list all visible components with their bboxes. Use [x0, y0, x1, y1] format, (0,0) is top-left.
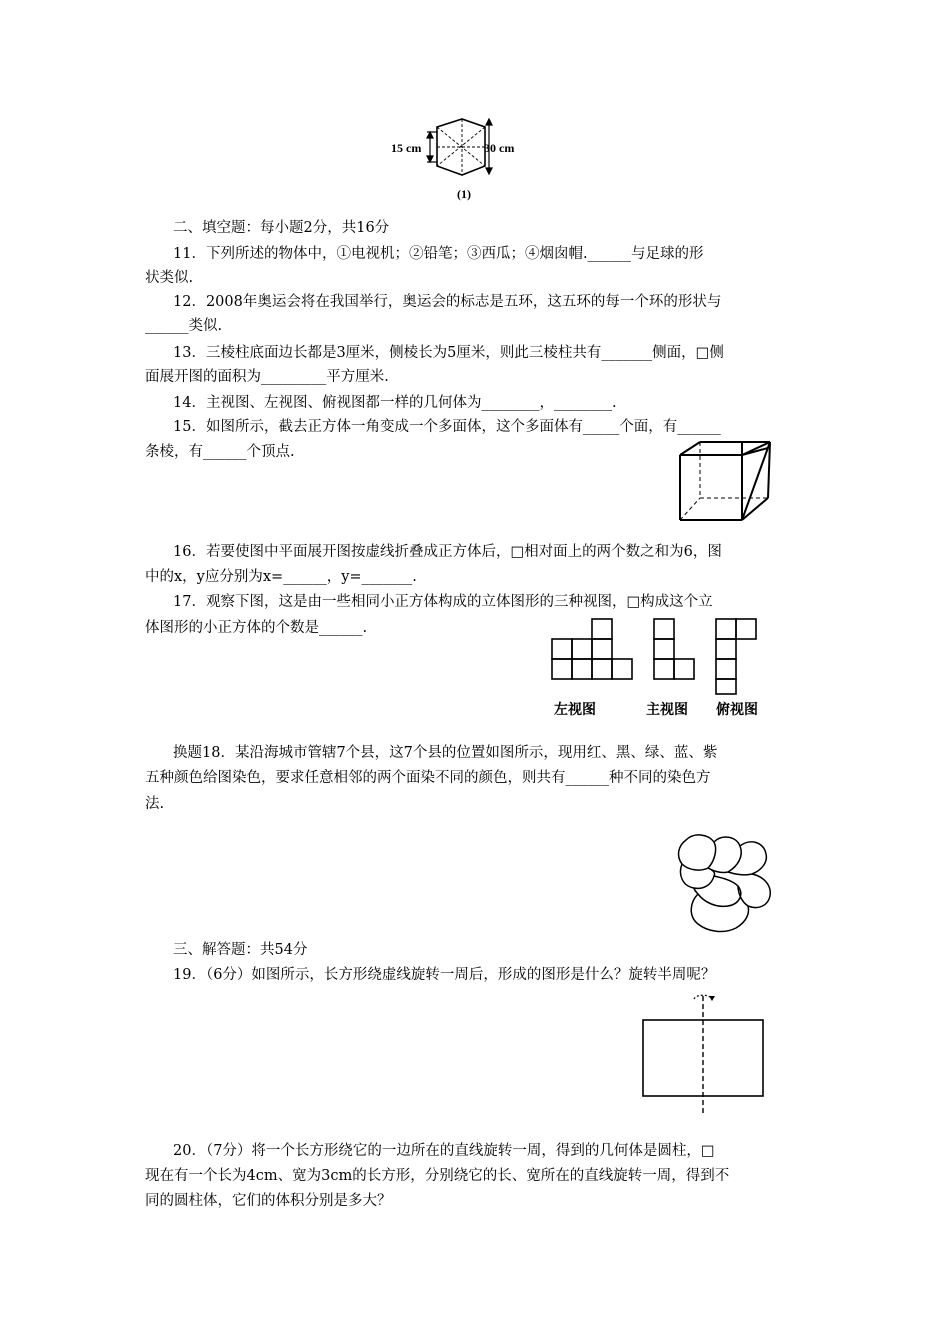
county-map-figure: [672, 828, 782, 943]
figure-hexagon: [385, 112, 530, 204]
q15-line1: 15．如图所示，截去正方体一角变成一个多面体，这个多面体有_____个面，有______: [173, 419, 721, 435]
section2-title: 二、填空题：每小题2分，共16分: [173, 220, 390, 236]
dim-left-label: 15 cm: [391, 141, 422, 155]
section3-title: 三、解答题：共54分: [173, 942, 308, 958]
q18-line1: 换题18．某沿海城市管辖7个县，这7个县的位置如图所示，现用红、黑、绿、蓝、紫: [173, 745, 718, 761]
q16-line2: 中的x，y应分别为x=______，y=_______.: [145, 569, 417, 585]
q12-line2: ______类似.: [145, 318, 223, 334]
q12-line1: 12．2008年奥运会将在我国举行，奥运会的标志是五环，这五环的每一个环的形状与: [173, 294, 722, 310]
q19-line1: 19．（6分）如图所示，长方形绕虚线旋转一周后，形成的图形是什么？旋转半周呢？: [173, 967, 716, 983]
q17-line2: 体图形的小正方体的个数是______.: [145, 620, 368, 636]
q17-line1: 17．观察下图，这是由一些相同小正方体构成的立体图形的三种视图，□构成这个立: [173, 594, 713, 610]
q14-line1: 14．主视图、左视图、俯视图都一样的几何体为________，________.: [173, 395, 617, 411]
q11-line2: 状类似.: [145, 270, 194, 286]
left-view-squares: [552, 619, 632, 679]
front-view-squares: [654, 619, 694, 679]
q18-line2: 五种颜色给图染色，要求任意相邻的两个面染不同的颜色，则共有______种不同的染色方: [145, 770, 711, 786]
q18-line3: 法.: [145, 796, 165, 812]
rectangle-rotation-figure: [636, 988, 776, 1118]
front-view-label: 主视图: [646, 702, 688, 718]
left-view-label: 左视图: [554, 702, 596, 718]
three-views-figure: [548, 614, 778, 724]
q20-line2: 现在有一个长为4cm、宽为3cm的长方形，分别绕它的长、宽所在的直线旋转一周，得到不: [145, 1168, 730, 1184]
q13-line1: 13．三棱柱底面边长都是3厘米，侧棱长为5厘米，则此三棱柱共有_______侧面，□侧: [173, 345, 724, 361]
figure1-caption: (1): [457, 187, 471, 201]
dim-right-label: 30 cm: [484, 141, 515, 155]
q20-line3: 同的圆柱体，它们的体积分别是多大？: [145, 1193, 392, 1209]
truncated-cube-figure: [672, 438, 778, 524]
q11-line1: 11．下列所述的物体中，①电视机；②铅笔；③西瓜；④烟囱帽.______与足球的形: [173, 246, 704, 262]
q15-line2: 条棱，有______个顶点.: [145, 444, 295, 460]
q13-line2: 面展开图的面积为_________平方厘米.: [145, 369, 389, 385]
q20-line1: 20．（7分）将一个长方形绕它的一边所在的直线旋转一周，得到的几何体是圆柱，□: [173, 1143, 715, 1159]
top-view-squares: [716, 619, 756, 694]
q16-line1: 16．若要使图中平面展开图按虚线折叠成正方体后，□相对面上的两个数之和为6，图: [173, 544, 722, 560]
top-view-label: 俯视图: [716, 702, 758, 718]
